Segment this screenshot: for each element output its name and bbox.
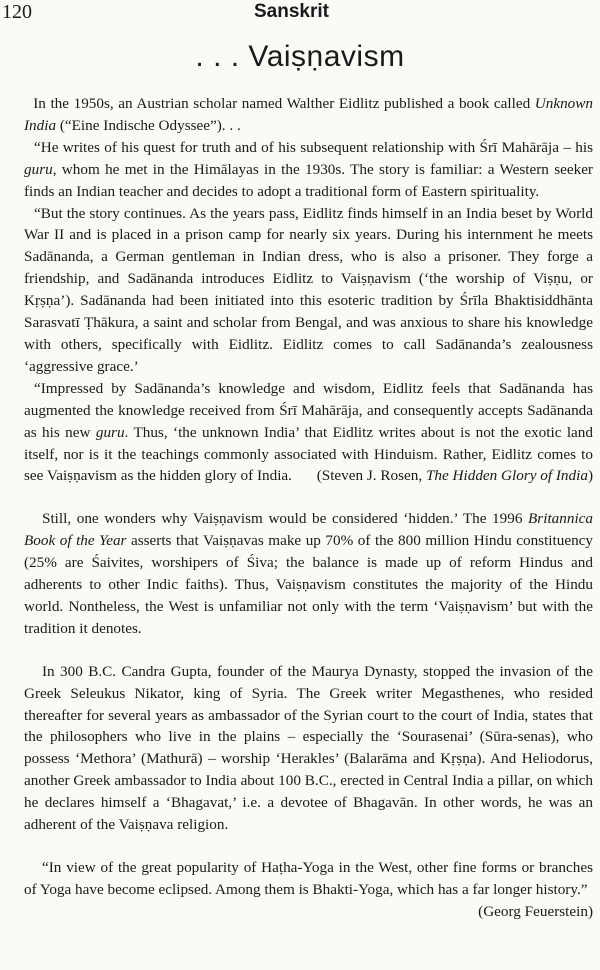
paragraph-intro-text-a: In the 1950s, an Austrian scholar named Walther Eidlitz published a book called [33, 95, 535, 112]
book-title-britannica: Britannica Book of the Year [24, 510, 593, 550]
book-title-hidden-glory: The Hidden Glory of India [425, 467, 588, 485]
page-header [0, 0, 600, 28]
paragraph-history-text: In 300 B.C. Candra Gupta, founder of the Maurya Dynasty, stopped the invasion of the Greek Seleukus Nikator, king of Syria. The Greek writer Megasthenes, who resided thereafter for several years as ambassador of the Syrian court to the court of India, states that the philosophers who live in the plains – especially the ‘Sourasenai’ (Sūra-senas), who possess ‘Methora’ (Mathurā) – worship ‘Herakles’ (Balarāma and Kṛṣṇa). And Heliodorus, another Greek ambassador to India about 100 B.C., erected in Central India a pillar, on which he declares himself a ‘Bhagavat,’ i.e. a devotee of Bhagavān. In other words, he was an adherent of the Vaiṣṇava religion. [24, 662, 593, 834]
citation-rosen-a: (Steven J. Rosen, [316, 467, 426, 485]
paragraph-britannica-text-b: asserts that Vaiṣṇavas make up 70% of the 800 million Hindu constituency (25% are Śaivites, worshipers of Śiva; the balance is made up of reform Hindus and adherents to other Indic faiths). Thus, Vaiṣṇavism constitutes the majority of the Hindu world. Nontheless, the West is unfamiliar not only with the term ‘Vaiṣṇavism’ but with the tradition it denotes. [24, 532, 593, 637]
quote-paragraph-3 [24, 378, 593, 488]
paragraph-britannica [24, 508, 593, 639]
quote-paragraph-2-text: “But the story continues. As the years pass, Eidlitz finds himself in an India beset by World War II and is placed in a prison camp for nearly six years. During his internment he meets Sadānanda, a German gentleman in Indian dress, who is also a prisoner. They forge a friendship, and Sadānanda introduces Eidlitz to Vaiṣṇavism (‘the worship of Viṣṇu, or Kṛṣṇa’). Sadānanda had been initiated into this esoteric tradition by Śrīla Bhaktisiddhānta Sarasvatī Ṭhākura, a saint and scholar from Bengal, and was anxious to share his knowledge with others, specifically with Eidlitz. Eidlitz comes to call Sadānanda’s zealousness ‘aggressive grace.’ [24, 204, 593, 375]
citation-rosen-b: ) [587, 467, 593, 485]
quote-paragraph-1-text-b: , whom he met in the Himālayas in the 1930s. The story is familiar: a Western seeker finds an Indian teacher and decides to adopt a traditional form of Eastern spirituality. [24, 160, 593, 200]
quote-paragraph-3-text-b: . Thus, ‘the unknown India’ that Eidlitz writes about is not the exotic land itself, nor is it the teachings commonly associated with Hinduism. Rather, Eidlitz comes to see Vaiṣṇavism as the hidden glory of India. [24, 423, 593, 485]
running-title: Sanskrit [254, 1, 329, 22]
quote-feuerstein-text: “In view of the great popularity of Haṭha-Yoga in the West, other fine forms or branches of Yoga have become eclipsed. Among them is Bhakti-Yoga, which has a far longer history.” [24, 859, 593, 898]
page-number: 120 [2, 1, 32, 23]
quote-paragraph-3-text-a: “Impressed by Sadānanda’s knowledge and wisdom, Eidlitz feels that Sadānanda has augmented the knowledge received from Śrī Mahārāja, and consequently accepts Sadānanda as his new [24, 379, 593, 441]
book-title-unknown-india: Unknown India [24, 95, 593, 134]
quote-paragraph-1 [24, 137, 593, 203]
body-text [24, 93, 593, 923]
quote-paragraph-2 [24, 203, 593, 378]
paragraph-intro-text-b: (“Eine Indische Odyssee”). . . [56, 116, 241, 134]
quote-feuerstein [24, 857, 593, 920]
paragraph-britannica-text-a: Still, one wonders why Vaiṣṇavism would be considered ‘hidden.’ The 1996 [42, 510, 529, 528]
citation-rosen [307, 465, 593, 487]
paragraph-history [24, 661, 593, 836]
chapter-title: . . . Vaiṣṇavism [195, 40, 405, 73]
paragraph-intro [24, 93, 593, 137]
italic-guru-2: guru [95, 423, 125, 441]
citation-feuerstein: (Georg Feuerstein) [478, 902, 593, 920]
quote-paragraph-1-text-a: “He writes of his quest for truth and of his subsequent relationship with Śrī Mahārāja – his [34, 138, 593, 156]
italic-guru: guru [24, 160, 53, 178]
